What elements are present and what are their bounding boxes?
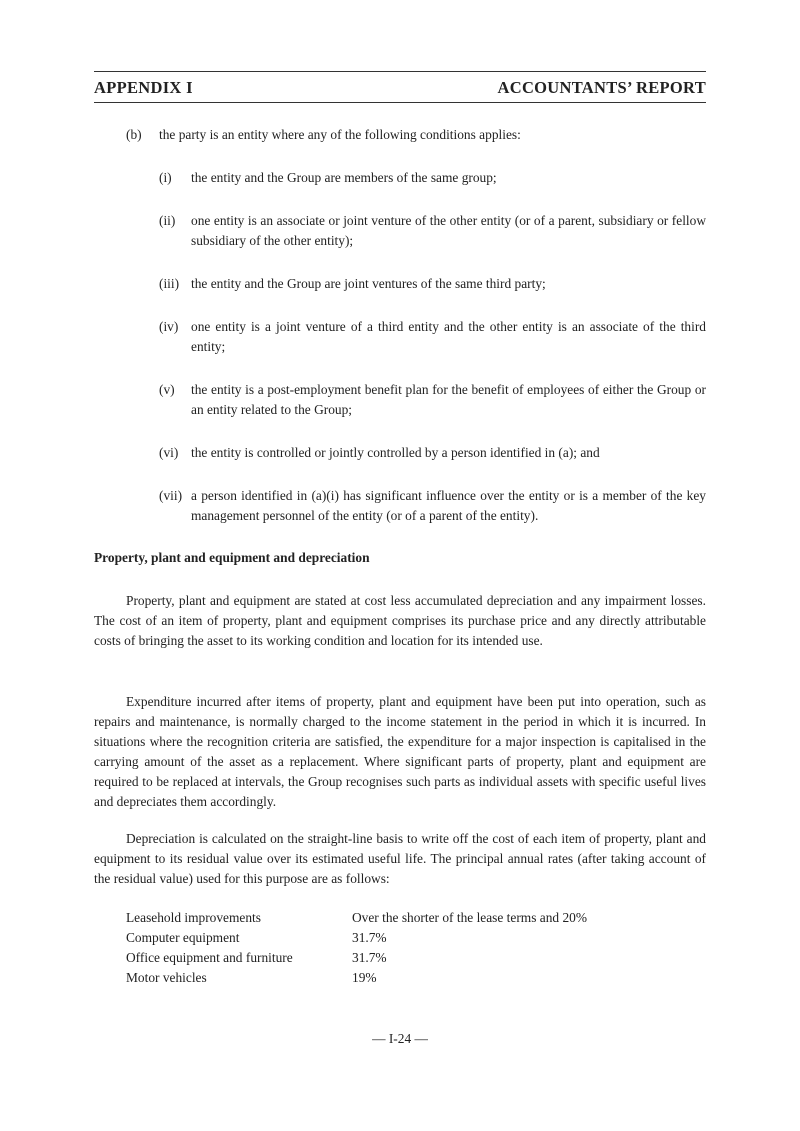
asset-rate: 31.7%	[352, 930, 387, 945]
subitem-text: one entity is a joint venture of a third entity and the other entity is an associate of the third entity;	[191, 319, 706, 354]
asset-rate: Over the shorter of the lease terms and 20%	[352, 910, 587, 925]
subitem-text: a person identified in (a)(i) has significant influence over the entity or is a member of the key management personnel of the entity (or of a parent of the entity).	[191, 488, 706, 523]
appendix-title: APPENDIX I	[94, 78, 193, 97]
subitem-label: (ii)	[159, 213, 176, 228]
paragraph: Property, plant and equipment are stated at cost less accumulated depreciation and any impairment losses. The cost of an item of property, plant and equipment comprises its purchase price and any directly attributable costs of bringing the asset to its working condition and location for its intended use.	[94, 593, 706, 648]
subitem-label: (vi)	[159, 445, 179, 460]
item-b-text: the party is an entity where any of the following conditions applies:	[159, 127, 521, 142]
subitem-label: (iv)	[159, 319, 179, 334]
asset-name: Office equipment and furniture	[126, 950, 293, 965]
paragraph: Depreciation is calculated on the straight-line basis to write off the cost of each item of property, plant and equipment to its residual value over its estimated useful life. The principal annual rates (after taking account of the residual value) used for this purpose are as follows:	[94, 831, 706, 886]
page-header	[94, 71, 706, 103]
report-title: ACCOUNTANTS’ REPORT	[497, 78, 706, 97]
section-heading: Property, plant and equipment and depreciation	[94, 550, 370, 565]
subitem-text: the entity is a post-employment benefit plan for the benefit of employees of either the Group or an entity related to the Group;	[191, 382, 706, 417]
subitem-text: one entity is an associate or joint venture of the other entity (or of a parent, subsidiary or fellow subsidiary of the other entity);	[191, 213, 706, 248]
subitem-text: the entity is controlled or jointly controlled by a person identified in (a); and	[191, 445, 600, 460]
paragraph: Expenditure incurred after items of property, plant and equipment have been put into operation, such as repairs and maintenance, is normally charged to the income statement in the period in which it is incurred. In situations where the recognition criteria are satisfied, the expenditure for a major inspection is capitalised in the carrying amount of the asset as a replacement. Where significant parts of property, plant and equipment are required to be replaced at intervals, the Group recognises such parts as individual assets with specific useful lives and depreciates them accordingly.	[94, 694, 706, 809]
subitem-label: (i)	[159, 170, 172, 185]
subitem-label: (iii)	[159, 276, 180, 291]
asset-name: Motor vehicles	[126, 970, 207, 985]
asset-name: Leasehold improvements	[126, 910, 261, 925]
asset-rate: 31.7%	[352, 950, 387, 965]
subitem-label: (vii)	[159, 488, 183, 503]
subitem-text: the entity and the Group are joint ventures of the same third party;	[191, 276, 546, 291]
asset-rate: 19%	[352, 970, 377, 985]
page-number: — I-24 —	[372, 1031, 428, 1046]
subitem-text: the entity and the Group are members of the same group;	[191, 170, 497, 185]
item-b-label: (b)	[126, 127, 142, 142]
asset-name: Computer equipment	[126, 930, 240, 945]
subitem-label: (v)	[159, 382, 175, 397]
